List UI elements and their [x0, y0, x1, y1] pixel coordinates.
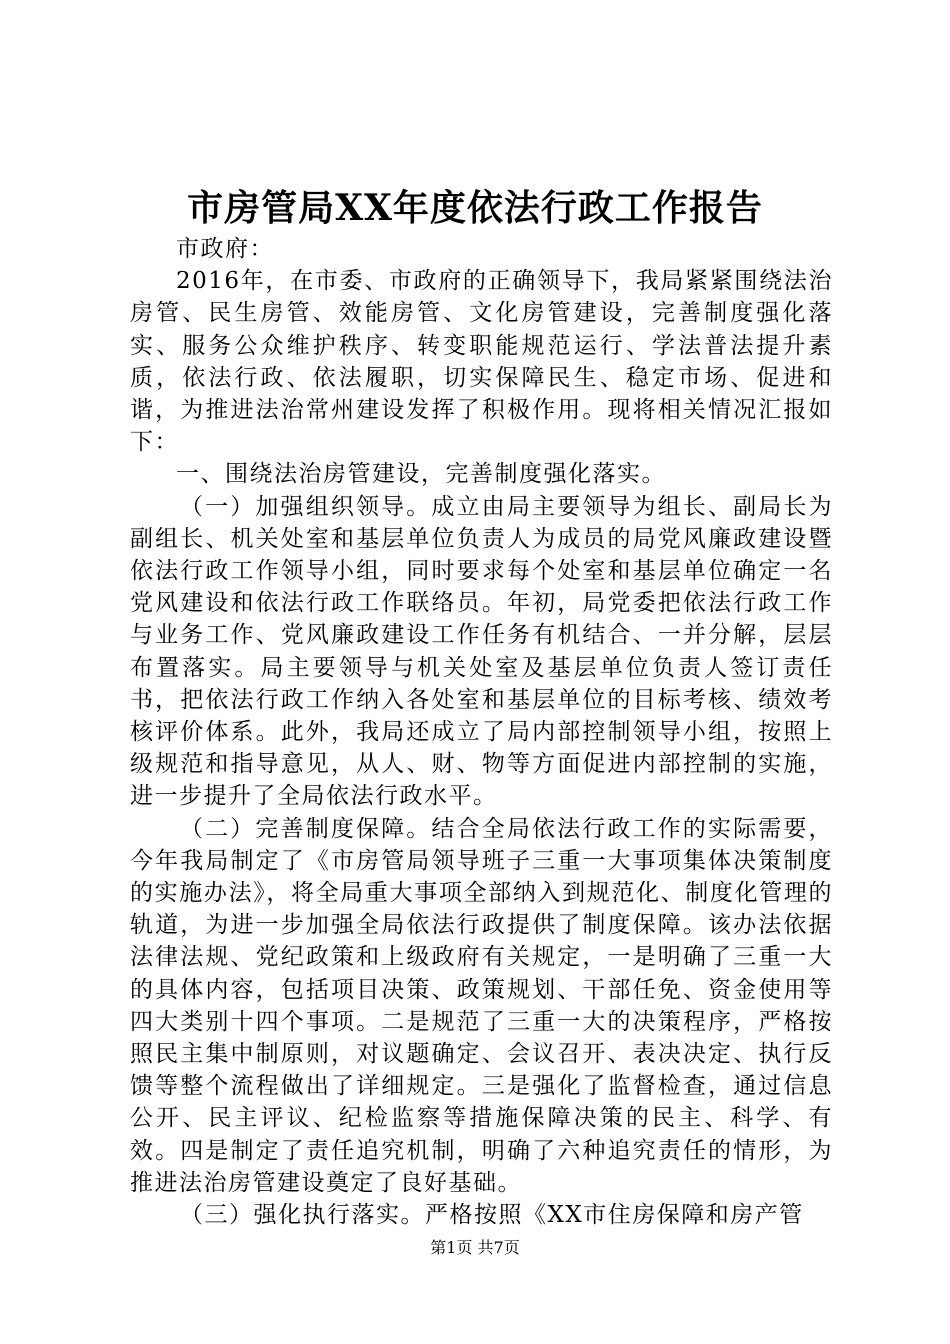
- paragraph-subsection-1: （一）加强组织领导。成立由局主要领导为组长、副局长为副组长、机关处室和基层单位负责人为成员的局党风廉政建设暨依法行政工作领导小组，同时要求每个处室和基层单位确定一名党风建设和依法行政工作联络员。年初，局党委把依法行政工作与业务工作、党风廉政建设工作任务有机结合、一并分解，层层布置落实。局主要领导与机关处室及基层单位负责人签订责任书，把依法行政工作纳入各处室和基层单位的目标考核、绩效考核评价体系。此外，我局还成立了局内部控制领导小组，按照上级规范和指导意见，从人、财、物等方面促进内部控制的实施，进一步提升了全局依法行政水平。: [130, 493, 833, 810]
- salutation: 市政府：: [176, 236, 274, 262]
- document-title: 市房管局XX年度依法行政工作报告: [187, 187, 763, 229]
- page-number-footer: 第1页 共7页: [430, 1238, 520, 1257]
- paragraph-subsection-3: （三）强化执行落实。严格按照《XX市住房保障和房产管: [180, 1202, 804, 1229]
- section-heading-1: 一、围绕法治房管建设，完善制度强化落实。: [176, 461, 666, 488]
- paragraph-intro: 2016年，在市委、市政府的正确领导下，我局紧紧围绕法治房管、民生房管、效能房管、文化房管建设，完善制度强化落实、服务公众维护秩序、转变职能规范运行、学法普法提升素质，依法行政、依法履职，切实保障民生、稳定市场、促进和谐，为推进法治常州建设发挥了积极作用。现将相关情况汇报如下：: [130, 268, 833, 456]
- document-body: [130, 233, 833, 1231]
- paragraph-subsection-2: （二）完善制度保障。结合全局依法行政工作的实际需要，今年我局制定了《市房管局领导班子三重一大事项集体决策制度的实施办法》，将全局重大事项全部纳入到规范化、制度化管理的轨道，为进一步加强全局依法行政提供了制度保障。该办法依据法律法规、党纪政策和上级政府有关规定，一是明确了三重一大的具体内容，包括项目决策、政策规划、干部任免、资金使用等四大类别十四个事项。二是规范了三重一大的决策程序，严格按照民主集中制原则，对议题确定、会议召开、表决决定、执行反馈等整个流程做出了详细规定。三是强化了监督检查，通过信息公开、民主评议、纪检监察等措施保障决策的民主、科学、有效。四是制定了责任追究机制，明确了六种追究责任的情形，为推进法治房管建设奠定了良好基础。: [130, 815, 833, 1196]
